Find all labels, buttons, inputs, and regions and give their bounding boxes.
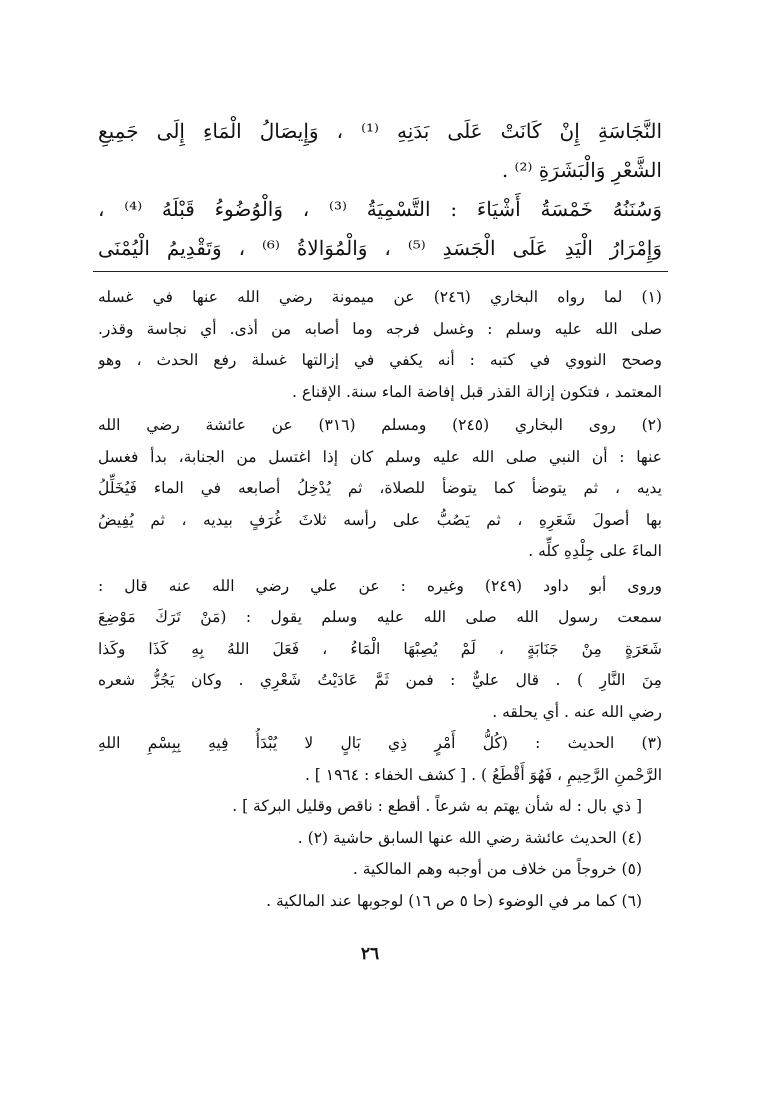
main-text-line: وَسُنَنُهُ خَمْسَةُ أَشْيَاءَ : التَّسْمِيَةُ ⁽³⁾ ، وَالْوُضُوءُ قَبْلَهُ ⁽⁴⁾ ، (98, 197, 662, 221)
footnote-line: [ ذي بال : له شأن يهتم به شرعاً . أقطع : ناقص وقليل البركة ] . (232, 797, 642, 815)
footnote-line: الرَّحْمنِ الرَّحِيمِ ، فَهُوَ أَقْطَعُ ) . [ كشف الخفاء : ١٩٦٤ ] . (304, 765, 662, 784)
footnote-divider (93, 271, 668, 272)
footnote-2 (98, 410, 662, 568)
footnote-line: سمعت رسول الله صلى الله عليه وسلم يقول : (مَنْ تَرَكَ مَوْضِعَ (98, 608, 662, 626)
page-number: ٢٦ (360, 944, 380, 964)
main-text-line: وَإِمْرَارُ الْيَدِ عَلَى الْجَسَدِ ⁽⁵⁾ ، وَالْمُوَالاةُ ⁽⁶⁾ ، وَتَقْدِيمُ الْيُمْنَى (98, 236, 662, 260)
footnote-6: (٦) كما مر في الوضوء (حا ٥ ص ١٦) لوجوبها عند المالكية . (266, 891, 642, 910)
main-text (98, 112, 662, 268)
footnote-line: المعتمد ، فتكون إزالة القذر قبل إفاضة الماء سنة. الإقناع . (292, 382, 662, 401)
footnote-line: رضي الله عنه . أي يحلقه . (492, 702, 662, 721)
footnote-5: (٥) خروجاً من خلاف من أوجبه وهم المالكية . (352, 860, 642, 878)
footnote-line: بها أصولَ شَعَرِهِ ، ثم يَصُبُّ على رأسه ثلاثَ غُرَفٍ بيديه ، ثم يُفِيضُ (98, 510, 662, 529)
footnotes (98, 282, 662, 917)
footnote-1 (98, 282, 662, 408)
footnote-2-continued (98, 571, 662, 729)
footnote-line: يديه ، ثم يتوضأ كما يتوضأ للصلاة، ثم يُدْخِلُ أصابعه في الماء فَيُخَلِّلُ (98, 479, 662, 497)
footnote-line: شَعَرَةٍ مِنْ جَنَابَةٍ ، لَمْ يُصِبْهَا الْمَاءُ ، فَعَلَ اللهُ بِهِ كَذَا وكَذا (98, 639, 662, 658)
main-text-line: الشَّعْرِ وَالْبَشَرَةِ ⁽²⁾ . (501, 158, 662, 182)
footnote-line: صلى الله عليه وسلم : وغسل فرجه وما أصابه من أذى. أي نجاسة وقذر. (98, 319, 662, 338)
footnote-line: وروى أبو داود (٢٤٩) وغيره : عن علي رضي الله عنه قال : (98, 576, 662, 595)
footnote-3 (98, 728, 662, 823)
footnote-line: (٢) روى البخاري (٢٤٥) ومسلم (٣١٦) عن عائشة رضي الله (98, 416, 662, 434)
footnote-line: وصحح النووي في كتبه : أنه يكفي في إزالتها غسلة رفع الحدث ، وهو (98, 351, 662, 369)
footnote-line: مِنَ النَّارِ ) . قال عليٌّ : فمن ثَمَّ عَادَيْتُ شَعْرِي . وكان يَجُزُّ شعره (98, 671, 662, 689)
footnote-4: (٤) الحديث عائشة رضي الله عنها السابق حاشية (٢) . (297, 828, 642, 847)
footnote-line: عنها : أن النبي صلى الله عليه وسلم كان إذا اغتسل من الجنابة، بدأ فغسل (98, 447, 662, 466)
footnote-line: (٣) الحديث : (كُلُّ أَمْرٍ ذِي بَالٍ لا يُبْدَأُ فِيهِ بِبِسْمِ اللهِ (98, 734, 662, 752)
main-text-line: النَّجَاسَةِ إِنْ كَانَتْ عَلَى بَدَنِهِ ⁽¹⁾ ، وَإِيصَالُ الْمَاءِ إِلَى جَمِيعِ (98, 119, 662, 143)
footnote-line: الماءَ على جِلْدِهِ كلِّه . (528, 542, 662, 560)
footnote-line: (١) لما رواه البخاري (٢٤٦) عن ميمونة رضي الله عنها في غسله (98, 288, 662, 306)
